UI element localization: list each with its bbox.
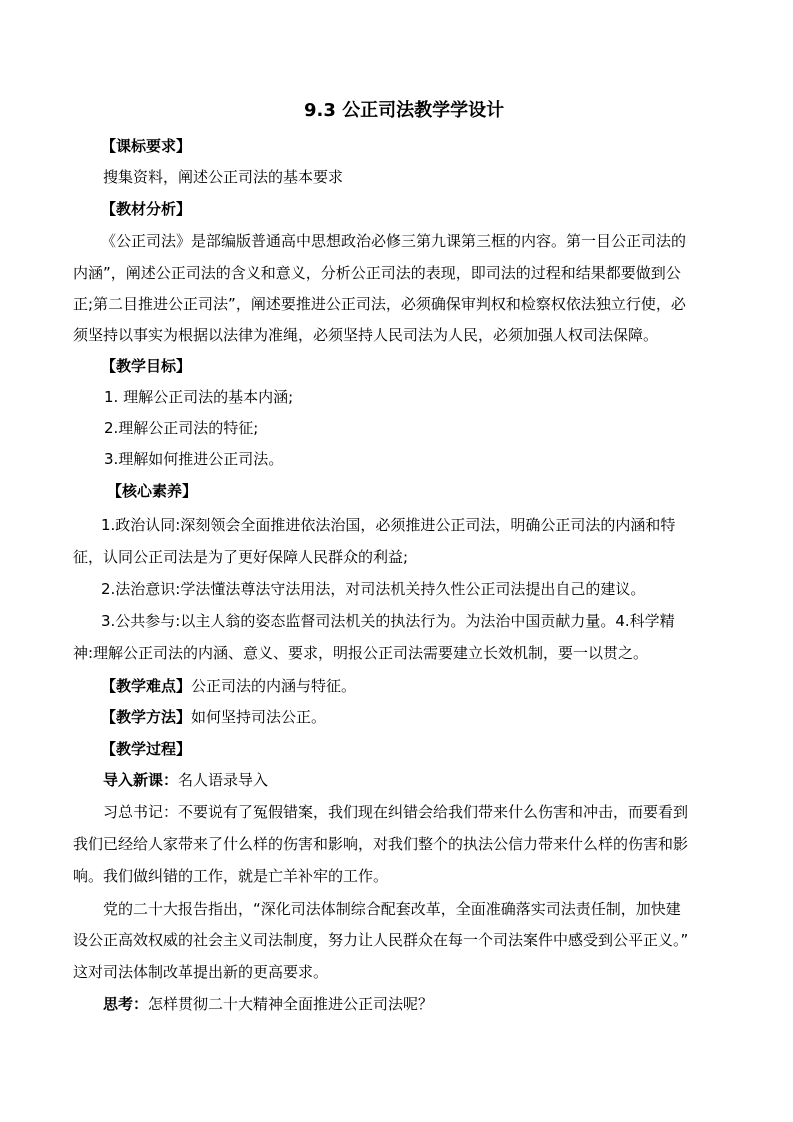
literacy-line: 3.公共参与:以主人翁的姿态监督司法机关的执法行为。为法治中国贡献力量。4.科学精	[101, 612, 675, 630]
intro-label: 导入新课：	[103, 771, 179, 789]
goal-item: 3.理解如何推进公正司法。	[104, 450, 284, 468]
method-heading: 【教学方法】	[101, 708, 192, 726]
think-text: 怎样贯彻二十大精神全面推进公正司法呢？	[148, 995, 434, 1013]
curriculum-heading: 【课标要求】	[101, 137, 192, 155]
quote1-line: 习总书记：不要说有了冤假错案，我们现在纠错会给我们带来什么伤害和冲击，而要看到	[103, 803, 689, 821]
method-text: 如何坚持司法公正。	[191, 708, 327, 726]
literacy-line: 征，认同公正司法是为了更好保障人民群众的利益;	[73, 548, 409, 566]
method-row	[101, 707, 326, 727]
goals-heading: 【教学目标】	[101, 357, 192, 375]
quote1-line: 我们已经给人家带来了什么样的伤害和影响，对我们整个的执法公信力带来什么样的伤害和影	[73, 835, 689, 853]
textbook-line: 正;第二目推进公正司法”，阐述要推进公正司法，必须确保审判权和检察权依法独立行使，必	[73, 295, 686, 313]
quote1-line: 响。我们做纠错的工作，就是亡羊补牢的工作。	[73, 867, 389, 885]
difficulty-row	[101, 676, 356, 696]
difficulty-heading: 【教学难点】	[101, 677, 192, 695]
curriculum-text: 搜集资料，阐述公正司法的基本要求	[103, 168, 344, 186]
think-row	[103, 994, 433, 1014]
literacy-line: 神:理解公正司法的内涵、意义、要求，明报公正司法需要建立长效机制，要一以贯之。	[73, 644, 649, 662]
quote2-line: 这对司法体制改革提出新的更高要求。	[73, 963, 329, 981]
think-label: 思考：	[103, 995, 149, 1013]
goal-item: 2.理解公正司法的特征;	[104, 419, 259, 437]
literacy-line: 2.法治意识:学法懂法尊法守法用法，对司法机关持久性公正司法提出自己的建议。	[101, 580, 646, 598]
intro-row	[103, 770, 268, 790]
goal-item: 1. 理解公正司法的基本内涵;	[104, 388, 294, 406]
literacy-line: 1.政治认同:深刻领会全面推进依法治国，必须推进公正司法，明确公正司法的内涵和特	[101, 516, 676, 534]
document-title: 9.3 公正司法教学学设计	[304, 100, 505, 121]
textbook-line: 《公正司法》是部编版普通高中思想政治必修三第九课第三框的内容。第一目公正司法的	[101, 232, 687, 250]
quote2-line: 设公正高效权威的社会主义司法制度，努力让人民群众在每一个司法案件中感受到公平正义。”	[73, 931, 689, 949]
process-heading: 【教学过程】	[101, 740, 192, 758]
textbook-line: 内涵”，阐述公正司法的含义和意义，分析公正司法的表现，即司法的过程和结果都要做到公	[73, 264, 681, 282]
textbook-heading: 【教材分析】	[101, 200, 192, 218]
difficulty-text: 公正司法的内涵与特征。	[191, 677, 357, 695]
literacy-heading: 【核心素养】	[107, 482, 198, 500]
textbook-line: 须坚持以事实为根据以法律为准绳，必须坚持人民司法为人民，必须加强人权司法保障。	[73, 326, 659, 344]
intro-text: 名人语录导入	[178, 771, 269, 789]
quote2-line: 党的二十大报告指出，“深化司法体制综合配套改革，全面准确落实司法责任制，加快建	[103, 900, 681, 918]
